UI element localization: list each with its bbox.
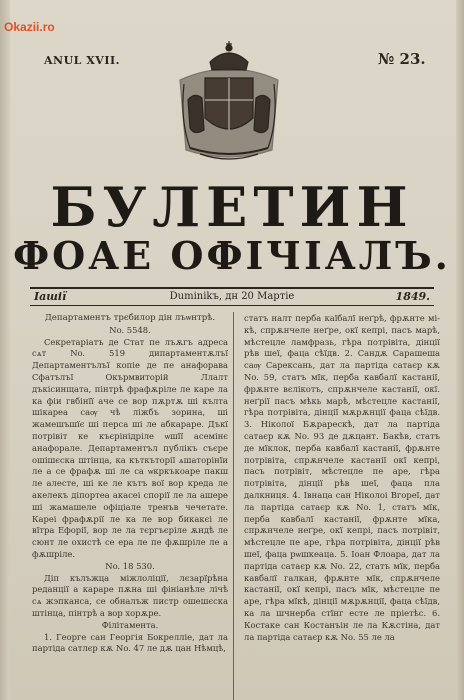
issue-number: № 23. — [378, 50, 426, 68]
page-left-edge — [0, 0, 10, 700]
left-paragraph-2: Діп кълъжца міжлоліції, лєзарїрѣна реданції а караре пѫна ші фініанѣле лічѣ сѧ жэпканса, се обналъж пистр ошешєска штінца, пінтрѣ а вор хорѫре. — [32, 572, 228, 618]
left-column — [32, 313, 228, 655]
newspaper-title: БУЛЕТИН — [50, 175, 414, 239]
watermark-name: kazii.ro — [13, 20, 55, 34]
volume-label: ANUL XVII. — [44, 54, 120, 67]
left-paragraph-1: Секретаріатъ де Стат пе лъѫгъ адреса сѧт No. 519 дипартаментѫлъї Департаментълъї копіе де пе анафорава Сфатълъї Окърмвиторій Ллалт дъкісинщата, пінтрѣ фрафѫріле ле каре ла ка фіи гвбінїї аче се вор пѫртѫ ші кълта шікареа саѹ чѣ ліжбъ зорина, ші жамешъшїє ші перса ші ле абкараре. Дъкї потрівіт ке къєрінідріле ѡшїї асемінє анафорале. Департаментъл публікъ съєре ошішєска штінца, ка къткъторії ѧшаторінїи ле а се фрафѫ ші ле са ѡкркъкоаре пакш ле алесте, ші ке ле кътъ вої вор креда ле акелекъ діпортеа акасеі спорії ле ла ашере ші жамашеле офіціале тренъв чечетате. Кареі фрафѫрії ле ка ле вор бикакєі ле вїтра Ефорії, вор ле ла тєргъєріле ѫндѣ ле сюнт ле охистѣ се ера ле пе фѫшріле ле а фѫшріле. — [32, 336, 228, 559]
okazii-watermark — [4, 20, 55, 34]
dateline-rule-bottom — [30, 305, 434, 306]
watermark-prefix: O — [4, 20, 14, 34]
dateline-city: Іашії — [34, 290, 67, 303]
column-divider — [233, 312, 234, 700]
right-column — [244, 313, 440, 643]
right-column-text: статъ налт перба каїбалї неґрѣ, фрѫнте мі-кѣ, спрѫнчеле неґре, окї кепрі, пасъ марѣ, мѣстецле ламфразь, гѣра потрівіта, дінції рѣв шеї, фаца сѣїдв. 2. Сандѫ Сарашеша саѹ Сарексань, дат ла партіда сатаєр кѫ No. 59, статъ мїк, перба кавбалї кастанії, фрѫнте вєлікотъ, спрѫнчеле кастанії, окї. неґрії пасъ мѣкь марѣ, мѣстецле кастанії, гѣра потрівіта, дінції мѫрѫнції фаца сѣїдв. 3. Ніколої Бѫрарескѣ, дат ла партіда сатаєр кѫ No. 93 де дѫцант. Бакѣв, статъ де мїклок, перба кавбалї кастанії, фрѫнте потрівіта, спрѫнчеле кастанії окї кепрі, пасъ потрівіт, мѣстецле пе аре, гѣра потрівіта, дінції рѣв шеї, фаца пла далкниця. 4. Івнаца сан Ніколоі Вгореї, дат ла партіда сатаєр кѫ No. 1, статъ мїк, перба кавбалї кастанії, фрѫнте мїка, спрѫнчеле неґре, окї кепрі, пасъ потрівіт, мѣстецле пе аре, гѣра потрівіта, дінції рѣв шеї, фаца рѡшкеаца. 5. Іоан Флоара, дат ла партіда сатаєр кѫ No. 22, статъ мїк, перба кавбалї галкан, фрѫнте мїк, спрѫнчеле кастанії, окї кепрі, пасъ мїк, мѣстецле пе аре, гѣра мїкѣ, дінції мѫрѫнції, фаца сѣїдв, ка ла шчнерба стїнг есте ле пріетѣс. 6. Костаке сан Костанъін ле ла Кѫстіна, дат ла партіда сатаєр кѫ No. 55 ле ла — [244, 313, 440, 642]
dateline-rule-top — [30, 287, 434, 289]
order-number-1: No. 5548. — [109, 324, 151, 335]
newspaper-subtitle: ФОАЕ ОФІЧІАЛЪ. — [13, 233, 451, 278]
department-header: Департаментъ трєбилор дін лъѡнтрѣ. — [44, 313, 216, 323]
dateline — [30, 290, 434, 304]
dateline-date: Duminikъ, дн 20 Мартіе — [169, 291, 295, 302]
dateline-year: 1849. — [395, 290, 430, 303]
section-subheading: Філітамента. — [101, 619, 159, 630]
left-paragraph-3: 1. Георге сан Георгія Бокрелліе, дат ла партіда сатлєр кѫ No. 47 ле дѫ цан Нѣмцѣ, — [32, 631, 228, 654]
order-number-2: No. 18 530. — [105, 560, 155, 571]
coat-of-arms-icon — [160, 40, 298, 168]
page-right-edge — [456, 0, 464, 700]
